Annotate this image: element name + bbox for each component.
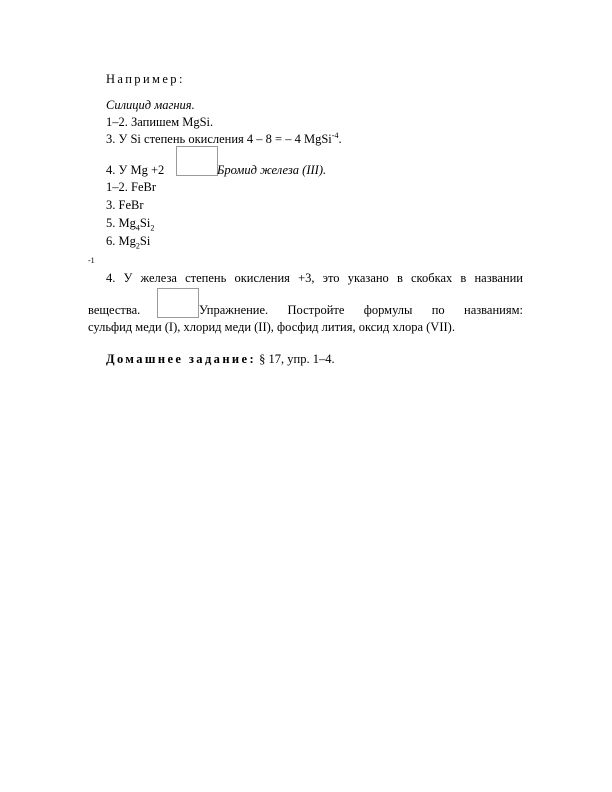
step-5-sub-4: 4	[135, 223, 140, 233]
step-6-sub-2: 2	[135, 241, 140, 251]
word: формулы	[363, 303, 413, 317]
word: Упражнение.	[199, 303, 269, 317]
word: Постройте	[287, 303, 345, 317]
word: это	[322, 271, 340, 285]
step-3-febr: 3. FeBr	[106, 198, 144, 212]
word: +3,	[298, 271, 315, 285]
homework-text: § 17, упр. 1–4.	[256, 352, 335, 366]
step-5-mg4si2	[106, 216, 155, 233]
step-3-text: 3. У Si степень окисления 4 – 8 = – 4 MgSi	[106, 132, 332, 146]
step-3-period: .	[338, 132, 342, 146]
word: 4.	[106, 271, 116, 285]
step-6-si: Si	[139, 234, 151, 248]
word: У	[123, 271, 133, 285]
step-6-mg2si	[106, 234, 151, 251]
image-placeholder-1	[176, 146, 218, 176]
step-3-superscript: -4	[331, 130, 339, 140]
paragraph-line-2-start: вещества.	[88, 303, 141, 317]
exercise-substances: сульфид меди (I), хлорид меди (II), фосфид лития, оксид хлора (VII).	[88, 320, 455, 334]
step-6-mg: 6. Mg	[106, 234, 136, 248]
image-placeholder-2	[157, 288, 199, 318]
word: степень	[185, 271, 227, 285]
word: окисления	[234, 271, 290, 285]
word: указано	[347, 271, 389, 285]
step-4-mg: 4. У Mg +2	[106, 163, 165, 177]
paragraph-line-1	[106, 271, 523, 285]
word: названиям:	[464, 303, 523, 317]
homework-label: Домашнее задание:	[106, 352, 257, 366]
step-1-2-mgsi: 1–2. Запишем MgSi.	[106, 115, 214, 129]
word: в	[396, 271, 403, 285]
paragraph-line-2-rest	[199, 303, 523, 317]
step-5-si: Si	[139, 216, 151, 230]
word: скобках	[411, 271, 453, 285]
example-heading: Например:	[106, 72, 185, 86]
bromide-iron-title: Бромид железа (III).	[217, 163, 327, 177]
word: в	[460, 271, 467, 285]
example-title: Силицид магния.	[106, 98, 195, 112]
word: железа	[140, 271, 177, 285]
step-5-sub-2: 2	[150, 223, 155, 233]
homework-line	[106, 352, 335, 366]
step-3-oxidation-si	[106, 132, 342, 146]
word: по	[431, 303, 445, 317]
word: названии	[474, 271, 523, 285]
stray-mark: -1	[88, 256, 95, 265]
step-1-2-febr: 1–2. FeBr	[106, 180, 156, 194]
step-5-mg: 5. Mg	[106, 216, 136, 230]
